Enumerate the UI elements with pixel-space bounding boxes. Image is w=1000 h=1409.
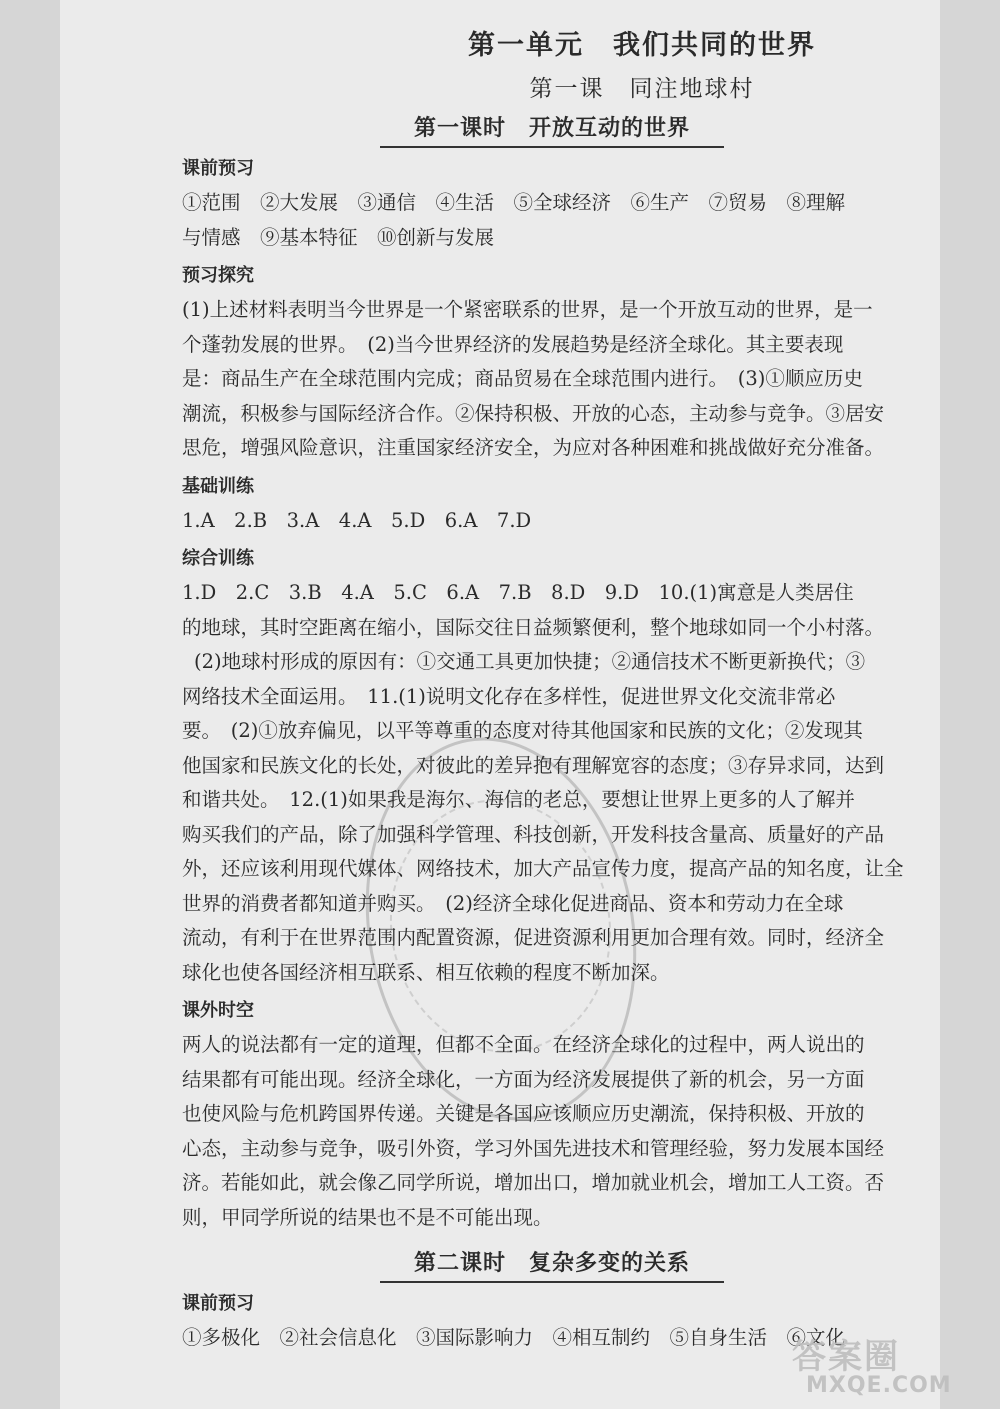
text-line: 也使风险与危机跨国界传递。关键是各国应该顺应历史潮流，保持积极、开放的: [182, 1102, 865, 1125]
period-title-2: 第二课时 复杂多变的关系: [380, 1245, 724, 1283]
left-scan-margin: [0, 0, 60, 1409]
text-line: 两人的说法都有一定的道理，但都不全面。在经济全球化的过程中，两人说出的: [182, 1033, 865, 1056]
watermark-logo: [784, 1329, 952, 1403]
section-heading-preview: 课前预习: [182, 158, 254, 179]
lesson-title: 第一课 同注地球村: [529, 76, 755, 102]
watermark-url: MXQE.COM: [806, 1373, 952, 1398]
right-scan-margin: [940, 0, 1000, 1409]
text-line: 则，甲同学所说的结果也不是不可能出现。: [182, 1205, 553, 1229]
text-line: 是：商品生产在全球范围内完成；商品贸易在全球范围内进行。 (3)①顺应历史: [182, 367, 863, 390]
text-line: 网络技术全面运用。 11.(1)说明文化存在多样性，促进世界文化交流非常必: [182, 684, 836, 708]
section-heading-inquiry: 预习探究: [182, 265, 254, 286]
text-line: ①多极化 ②社会信息化 ③国际影响力 ④相互制约 ⑤自身生活 ⑥文化: [182, 1326, 846, 1349]
text-line: 世界的消费者都知道并购买。 (2)经济全球化促进商品、资本和劳动力在全球: [182, 891, 844, 915]
text-line: 思危，增强风险意识，注重国家经济安全，为应对各种困难和挑战做好充分准备。: [182, 436, 885, 459]
text-line: 购买我们的产品，除了加强科学管理、科技创新，开发科技含量高、质量好的产品: [182, 822, 885, 846]
section-heading-preview-2: 课前预习: [182, 1293, 254, 1314]
text-line: 1.D 2.C 3.B 4.A 5.C 6.A 7.B 8.D 9.D 10.(1)寓意是人类居住: [182, 581, 854, 604]
text-line: (1)上述材料表明当今世界是一个紧密联系的世界，是一个开放互动的世界，是一: [182, 298, 873, 321]
text-line: 流动，有利于在世界范围内配置资源，促进资源利用更加合理有效。同时，经济全: [182, 926, 885, 949]
text-line: 要。 (2)①放弃偏见，以平等尊重的态度对待其他国家和民族的文化；②发现其: [182, 719, 863, 742]
content-area: [182, 26, 922, 1356]
answers-inquiry: [182, 293, 922, 466]
answers-preview: [182, 186, 922, 255]
text-line: 济。若能如此，就会像乙同学所说，增加出口，增加就业机会，增加工人工资。否: [182, 1171, 885, 1194]
text-line: 1.A 2.B 3.A 4.A 5.D 6.A 7.D: [182, 508, 532, 532]
answers-extracurricular: [182, 1028, 922, 1235]
text-line: 他国家和民族文化的长处，对彼此的差异抱有理解宽容的态度；③存异求同，达到: [182, 753, 885, 777]
text-line: 的地球，其时空距离在缩小，国际交往日益频繁便利，整个地球如同一个小村落。: [182, 615, 885, 639]
text-line: 和谐共处。 12.(1)如果我是海尔、海信的老总，要想让世界上更多的人了解并: [182, 788, 855, 811]
text-line: 外，还应该利用现代媒体、网络技术，加大产品宣传力度，提高产品的知名度，让全: [182, 857, 904, 880]
text-line: 个蓬勃发展的世界。 (2)当今世界经济的发展趋势是经济全球化。其主要表现: [182, 332, 844, 356]
answers-basic: [182, 504, 922, 539]
text-line: 潮流，积极参与国际经济合作。②保持积极、开放的心态，主动参与竞争。③居安: [182, 401, 885, 425]
answers-comprehensive: [182, 576, 922, 990]
text-line: (2)地球村形成的原因有：①交通工具更加快捷；②通信技术不断更新换代；③: [194, 650, 866, 673]
text-line: 与情感 ⑨基本特征 ⑩创新与发展: [182, 225, 495, 249]
text-line: 球化也使各国经济相互联系、相互依赖的程度不断加深。: [182, 960, 670, 984]
watermark-mark: 答案圈: [792, 1337, 900, 1377]
unit-title: 第一单元 我们共同的世界: [468, 30, 816, 61]
section-heading-comprehensive: 综合训练: [182, 548, 254, 569]
section-heading-basic: 基础训练: [182, 475, 254, 497]
text-line: ①范围 ②大发展 ③通信 ④生活 ⑤全球经济 ⑥生产 ⑦贸易 ⑧理解: [182, 191, 846, 214]
period-title-1: 第一课时 开放互动的世界: [380, 110, 724, 148]
text-line: 结果都有可能出现。经济全球化，一方面为经济发展提供了新的机会，另一方面: [182, 1067, 865, 1091]
section-heading-extracurricular: 课外时空: [182, 1000, 254, 1021]
text-line: 心态，主动参与竞争，吸引外资，学习外国先进技术和管理经验，努力发展本国经: [182, 1136, 885, 1160]
